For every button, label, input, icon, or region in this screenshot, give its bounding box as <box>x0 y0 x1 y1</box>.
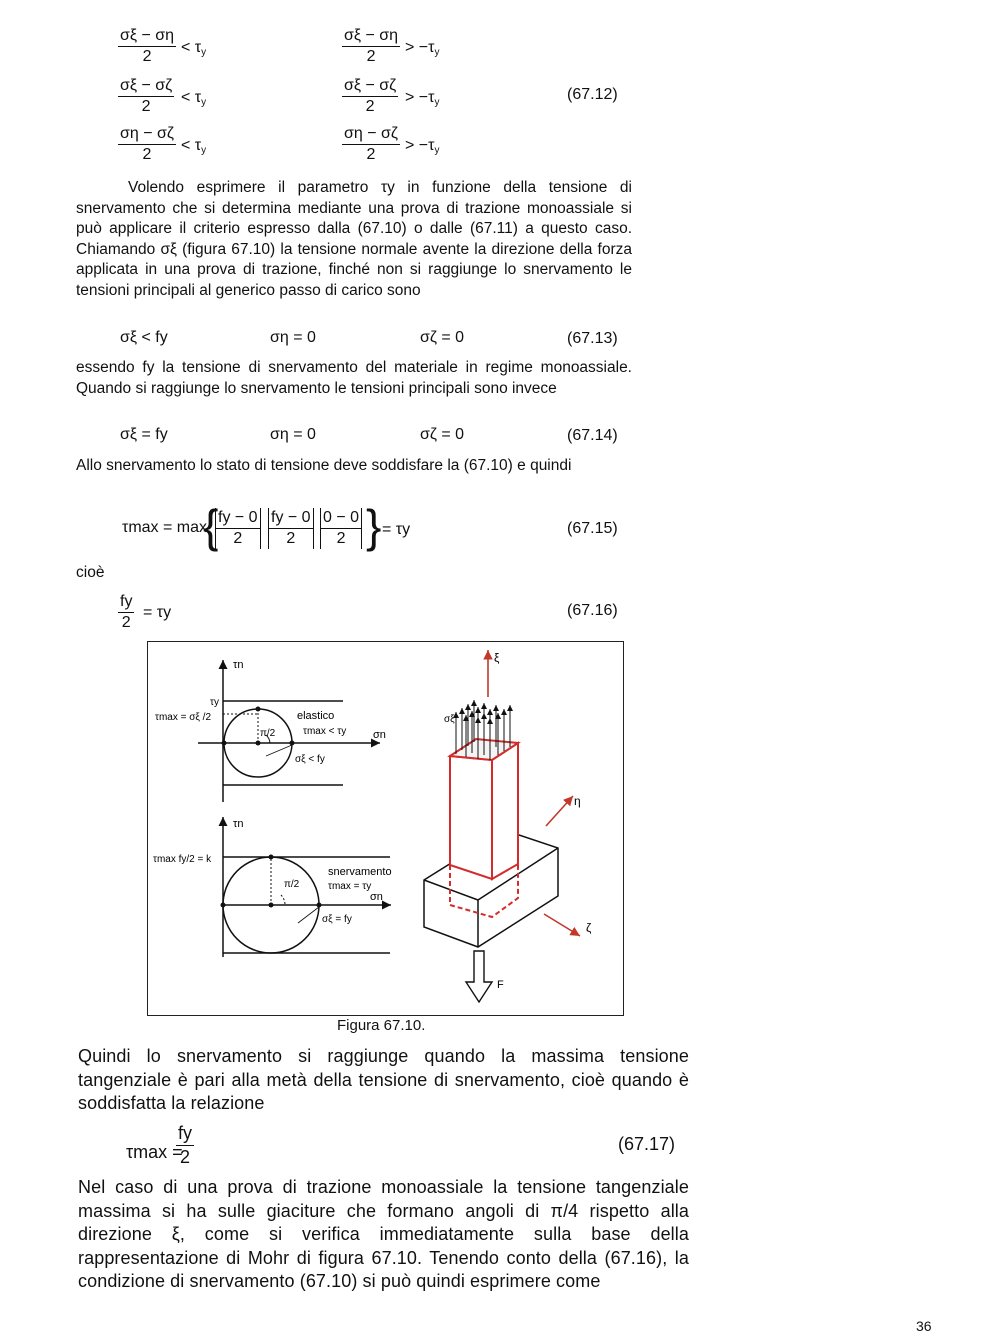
condition-label: τmax = τy <box>328 881 372 892</box>
figure-frame <box>147 641 624 1016</box>
axis-sigma-label: σn <box>373 729 386 741</box>
relation: < $\tau_y$ <box>181 137 207 156</box>
paragraph: Allo snervamento lo stato di tensione deve soddisfare la (67.10) e quindi <box>76 457 572 474</box>
equation-term: σζ = 0 <box>420 426 465 443</box>
paragraph: essendo fy la tensione di snervamento del materiale in regime monoassiale. Quando si raggiunge lo snervamento le tensioni principali sono invece <box>76 359 632 397</box>
fraction: $\frac{fy}{2}$ <box>178 1123 193 1167</box>
xi-axis-label: ξ <box>494 651 500 665</box>
paragraph: cioè <box>76 564 105 581</box>
paragraph: Quindi lo snervamento si raggiunge quando la massima tensione tangenziale è pari alla metà della tensione di snervamento, cioè quando è soddisfatta la relazione <box>78 1046 689 1113</box>
brace-right: } <box>366 500 382 552</box>
tau-max-label: τmax = σξ /2 <box>155 712 212 723</box>
fraction: $\frac{0 - 0}{2}$ <box>320 508 362 549</box>
force-label: F <box>497 979 504 991</box>
relation: < $\tau_y$ <box>181 89 207 108</box>
fraction: $\frac{\sigma\xi - \sigma\zeta}{2}$ <box>120 77 173 115</box>
fraction: $\frac{fy - 0}{2}$ <box>215 508 261 549</box>
equation-number: (67.13) <box>567 330 618 347</box>
relation: < $\tau_y$ <box>181 39 207 58</box>
tau-y-label: τy <box>210 697 219 708</box>
fraction: $\frac{\sigma\eta - \sigma\zeta}{2}$ <box>120 125 174 163</box>
axis-sigma-label: σn <box>370 891 383 903</box>
fraction: $\frac{\sigma\xi - \sigma\zeta}{2}$ <box>344 77 397 115</box>
equation-term: = τy <box>382 521 411 538</box>
fraction: $\frac{fy}{2}$ <box>120 593 133 631</box>
sigma-condition-label: σξ = fy <box>322 914 352 925</box>
equation-term: ση = 0 <box>270 329 316 346</box>
specimen-illustration <box>424 650 592 1002</box>
condition-label: τmax < τy <box>303 726 347 737</box>
angle-label: π/2 <box>260 728 276 739</box>
mohr-diagram-elastic <box>155 659 386 802</box>
relation: > $-\tau_y$ <box>405 137 440 156</box>
figure-67-10 <box>148 642 623 1015</box>
regime-label: snervamento <box>328 866 392 878</box>
brace-left: { <box>203 500 219 552</box>
equation-term: τmax = <box>126 1142 183 1162</box>
equation-number: (67.12) <box>567 86 618 103</box>
sigma-condition-label: σξ < fy <box>295 754 325 765</box>
zeta-axis-label: ζ <box>586 921 592 935</box>
figure-caption: Figura 67.10. <box>337 1017 426 1034</box>
mohr-diagram-yield <box>153 817 392 957</box>
sigma-label: σξ <box>444 714 455 725</box>
axis-tau-label: τn <box>233 818 244 830</box>
equation-term: = τy <box>143 604 172 621</box>
equation-number: (67.16) <box>567 602 618 619</box>
eta-axis-label: η <box>574 794 581 808</box>
equation-number: (67.17) <box>618 1134 676 1154</box>
axis-tau-label: τn <box>233 659 244 671</box>
page-number: 36 <box>916 1318 932 1334</box>
equation-number: (67.15) <box>567 520 618 537</box>
tau-max-label: τmax fy/2 = k <box>153 854 212 865</box>
equation-term: σζ = 0 <box>420 329 465 346</box>
paragraph: Volendo esprimere il parametro τy in funzione della tensione di snervamento che si determina mediante una prova di trazione monoassiale si può applicare il criterio espresso dalla (67.10) o dalle (67.11) a questo caso. Chiamando σξ (figura 67.10) la tensione normale avente la direzione della forza applicata in una prova di trazione, finché non si raggiunge lo snervamento le tensioni principali al generico passo di carico sono <box>76 179 632 299</box>
equation-term: σξ < fy <box>120 329 168 346</box>
fraction: $\frac{\sigma\xi - \sigma\eta}{2}$ <box>344 27 399 65</box>
fraction: $\frac{fy - 0}{2}$ <box>268 508 314 549</box>
equation-term: τmax = max <box>122 519 208 536</box>
paragraph: Nel caso di una prova di trazione monoassiale la tensione tangenziale massima si ha sulle giaciture che formano angoli di π/4 rispetto alla direzione ξ, come si verifica immediatamente sulla base della rappresentazione di Mohr di figura 67.10. Tenendo conto della (67.16), la condizione di snervamento (67.10) si può quindi esprimere come <box>78 1177 689 1291</box>
regime-label: elastico <box>297 710 335 722</box>
equation-number: (67.14) <box>567 427 618 444</box>
relation: > $-\tau_y$ <box>405 39 440 58</box>
relation: > $-\tau_y$ <box>405 89 440 108</box>
equation-term: ση = 0 <box>270 426 316 443</box>
equation-term: σξ = fy <box>120 426 168 443</box>
fraction: $\frac{\sigma\eta - \sigma\zeta}{2}$ <box>344 125 398 163</box>
angle-label: π/2 <box>284 879 300 890</box>
fraction: $\frac{\sigma\xi - \sigma\eta}{2}$ <box>120 27 175 65</box>
